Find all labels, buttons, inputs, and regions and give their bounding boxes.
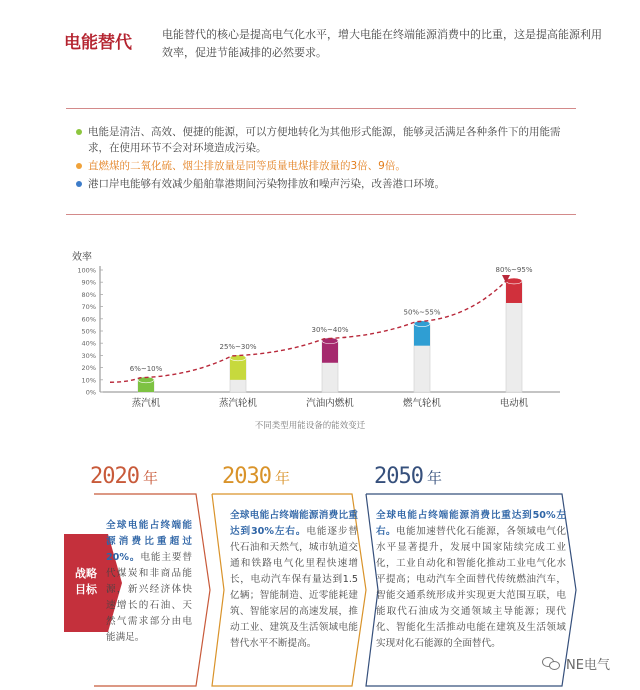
divider-bottom	[66, 214, 576, 215]
data-label: 25%~30%	[219, 342, 257, 351]
year-2030: 2030 年	[222, 464, 290, 489]
year-2050: 2050 年	[374, 464, 442, 489]
header-intro: 电能替代的核心是提高电气化水平，增大电能在终端能源消费中的比重，这是提高能源利用效率，促进节能减排的必然要求。	[162, 28, 602, 59]
trend-curve	[110, 279, 508, 382]
x-tick-label: 蒸汽机	[131, 398, 161, 409]
stage-detail: 电能逐步替代石油和天然气，城市轨道交通和铁路电气化里程快速增长，电动汽车保有量达到1.5亿辆；智能制造、近零能耗建筑、智能家居的高速发展，推动工业、建筑及生活领域电能替代水平不断提高。	[230, 526, 358, 649]
bullet-text: 直燃煤的二氧化硫、烟尘排放量是同等质量电煤排放量的3倍、9倍。	[88, 160, 406, 172]
chart-caption: 不同类型用能设备的能效变迁	[254, 421, 366, 431]
x-tick-label: 汽油内燃机	[306, 398, 354, 409]
bullet-dot-icon	[76, 163, 82, 169]
data-label: 80%~95%	[495, 265, 533, 274]
bullet-item	[76, 176, 576, 192]
stage-text	[376, 508, 566, 652]
bar-cap	[506, 278, 522, 284]
year-2020: 2020 年	[90, 464, 158, 489]
divider-top	[66, 108, 576, 109]
data-label: 30%~40%	[311, 325, 349, 334]
strategic-goal-tab: 战略 目标	[64, 534, 108, 632]
y-tick-label: 20%	[81, 364, 96, 373]
bar-cap	[414, 321, 430, 327]
y-tick-label: 100%	[77, 266, 96, 275]
y-tick-label: 60%	[81, 315, 96, 324]
bullet-item	[76, 124, 576, 156]
bullet-dot-icon	[76, 129, 82, 135]
stage-detail: 电能加速替代化石能源，各领域电气化水平显著提升，发展中国家陆续完成工业化，工业自动化和智能化推动工业电气化水平提高；电动汽车全面替代传统燃油汽车，智能交通系统形成并实现更大范围互联，电能取代石油成为交通领域主导能源；现代化、智能化生活推动电能在建筑及生活领域实现对化石能源的全面替代。	[376, 526, 567, 649]
stage-2020	[92, 492, 212, 688]
y-tick-label: 10%	[81, 376, 96, 385]
y-tick-label: 90%	[81, 278, 96, 287]
stage-detail: 电能主要替代煤炭和非商品能源，新兴经济体快速增长的石油、天然气需求部分由电能满足。	[106, 552, 193, 643]
bullet-list	[76, 124, 576, 194]
stage-lead: 全球电能占终端能源消费比重达到50%左右。	[376, 510, 566, 537]
x-tick-label: 电动机	[499, 398, 529, 409]
y-tick-label: 30%	[81, 351, 96, 360]
data-label: 6%~10%	[129, 364, 163, 373]
efficiency-chart	[60, 244, 580, 444]
data-label: 50%~55%	[403, 308, 441, 317]
y-tick-label: 70%	[81, 303, 96, 312]
page-title: 电能替代	[64, 33, 132, 53]
x-tick-label: 蒸汽轮机	[218, 398, 258, 409]
y-tick-label: 50%	[81, 327, 96, 336]
bullet-item	[76, 158, 576, 174]
efficiency-chart-svg	[60, 244, 580, 444]
watermark-text: NE电气	[566, 658, 610, 673]
watermark	[542, 654, 610, 673]
stage-text	[230, 508, 358, 652]
stage-lead: 全球电能占终端能源消费比重超过20%。	[106, 520, 192, 563]
y-tick-label: 80%	[81, 290, 96, 299]
x-tick-label: 燃气轮机	[402, 398, 442, 409]
stage-text	[106, 518, 192, 646]
y-tick-label: 40%	[81, 339, 96, 348]
bullet-dot-icon	[76, 181, 82, 187]
y-tick-label: 0%	[85, 388, 96, 397]
wechat-icon	[542, 657, 560, 671]
stage-2030	[210, 492, 368, 688]
bullet-text: 电能是清洁、高效、便捷的能源，可以方便地转化为其他形式能源，能够灵活满足各种条件下的用能需求，在使用环节不会对环境造成污染。	[88, 126, 561, 154]
bullet-text: 港口岸电能够有效减少船舶靠港期间污染物排放和噪声污染，改善港口环境。	[88, 178, 445, 190]
header	[0, 0, 640, 100]
stage-lead: 全球电能占终端能源消费比重达到30%左右。	[230, 510, 358, 537]
y-axis-label: 效率	[72, 252, 92, 263]
